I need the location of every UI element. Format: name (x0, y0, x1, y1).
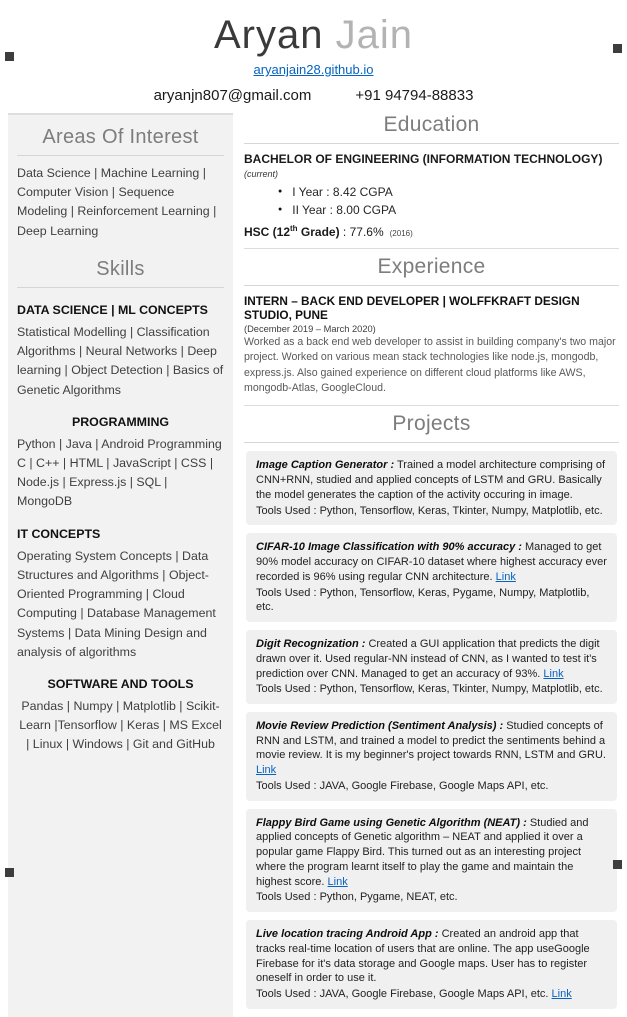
cgpa-item: ● I Year : 8.42 CGPA (278, 183, 619, 201)
areas-of-interest-title: Areas Of Interest (17, 126, 224, 156)
resume-header (0, 0, 627, 104)
experience-section (244, 255, 619, 406)
job-period: (December 2019 – March 2020) (244, 324, 376, 334)
areas-of-interest-text: Data Science | Machine Learning | Computer Vision | Sequence Modeling | Reinforcement Learning | Deep Learning (17, 166, 217, 238)
hsc-label-rest: Grade) (297, 225, 340, 239)
section-divider (244, 405, 619, 406)
sidebar (8, 113, 233, 1017)
education-title: Education (244, 113, 619, 144)
project-card (246, 809, 617, 912)
project-tools (256, 504, 607, 519)
skill-group-text: Statistical Modelling | Classification Algorithms | Neural Networks | Deep learning | Object Detection | Basics of Genetic Algorithms (17, 324, 224, 397)
skill-group-heading: DATA SCIENCE | ML CONCEPTS (17, 302, 208, 317)
skill-group-heading: SOFTWARE AND TOOLS (47, 676, 194, 691)
experience-title: Experience (244, 255, 619, 286)
skill-group-text: Pandas | Numpy | Matplotlib | Scikit-Learn |Tensorflow | Keras | MS Excel | Linux | Windows | Git and GitHub (19, 698, 222, 752)
project-tools (256, 779, 607, 794)
project-title: Live location tracing Android App : (256, 928, 439, 941)
project-title: Image Caption Generator : (256, 459, 395, 472)
project-link[interactable]: Link (551, 988, 572, 1000)
projects-section (244, 412, 619, 1008)
first-name: Aryan (213, 13, 324, 57)
project-link[interactable]: Link (495, 570, 516, 583)
project-tools (256, 890, 607, 905)
project-title: Flappy Bird Game using Genetic Algorithm (NEAT) : (256, 816, 527, 829)
corner-mark (5, 868, 14, 877)
skills-title: Skills (17, 258, 224, 288)
skill-group-heading: PROGRAMMING (71, 414, 170, 429)
degree-status: (current) (244, 169, 279, 179)
last-name: Jain (335, 13, 413, 57)
hsc-line (244, 224, 619, 239)
email-address[interactable]: aryanjn807@gmail.com (153, 87, 312, 104)
skill-group-text: Python | Java | Android Programming C | C++ | HTML | JavaScript | CSS | Node.js | Express.js | SQL | MongoDB (17, 436, 222, 509)
skill-group-text: Operating System Concepts | Data Structures and Algorithms | Object-Oriented Programming | Cloud Computing | Database Management Systems | Data Mining Design and analysis of algorithms (17, 548, 216, 659)
projects-title: Projects (244, 412, 619, 443)
content-columns (8, 113, 619, 1017)
project-description: Managed to get 90% model accuracy on CIFAR-10 dataset where highest accuracy ever recorded is 96% using regular CNN architecture. (256, 541, 607, 583)
hsc-label: HSC (12 (244, 225, 291, 239)
project-card (246, 920, 617, 1009)
hsc-score: : 77.6% (339, 225, 384, 239)
project-card (246, 451, 617, 525)
cgpa-item: ● II Year : 8.00 CGPA (278, 201, 619, 219)
contact-line (0, 87, 627, 104)
skill-group-heading: IT CONCEPTS (17, 526, 101, 541)
project-card (246, 533, 617, 622)
project-tools-text: Tools Used : Python, Tensorflow, Keras, Tkinter, Numpy, Matplotlib, etc. (256, 504, 603, 517)
hsc-superscript: th (290, 224, 298, 233)
job-description: Worked as a back end web developer to assist in building company's two major project. Worked on various mean stack technologies like node.js, mongodb, express.js. Also gained experience on different cloud platforms like AWS, mongodb-Atlas, GoogleCloud. (244, 336, 616, 395)
main-column (244, 113, 619, 1017)
project-description: Studied and applied concepts of Genetic algorithm – NEAT and applied it over a popular game Flappy Bird. This turned out as an interesting project where the program learnt itself to play the game and maintain the highest score. (256, 816, 589, 888)
project-tools (256, 987, 607, 1002)
corner-mark (5, 52, 14, 61)
project-description: Created a GUI application that predicts the digit drawn over it. Used regular-NN instead of CNN, as I wanted to test it's prediction over CNN. Managed to get an accuracy of 93%. (256, 638, 600, 680)
degree-name: BACHELOR OF ENGINEERING (INFORMATION TECHNOLOGY) (244, 152, 603, 166)
hsc-year: (2016) (389, 229, 413, 238)
project-description: Studied concepts of RNN and LSTM, and trained a model to predict the sentiments behind a movie review. It is my beginner's project towards RNN, LSTM and GRU. (256, 719, 606, 762)
education-section (244, 113, 619, 249)
project-title: Digit Recognization : (256, 638, 366, 651)
project-tools-text: Tools Used : Python, Tensorflow, Keras, Tkinter, Numpy, Matplotlib, etc. (256, 683, 603, 696)
candidate-name (0, 13, 627, 57)
project-title: Movie Review Prediction (Sentiment Analysis) : (256, 719, 504, 732)
corner-mark (613, 860, 622, 869)
job-role: INTERN – BACK END DEVELOPER | WOLFFKRAFT DESIGN STUDIO, PUNE (244, 294, 580, 322)
project-link[interactable]: Link (543, 667, 564, 680)
cgpa-list (244, 183, 619, 219)
project-card (246, 712, 617, 801)
project-title: CIFAR-10 Image Classification with 90% accuracy : (256, 541, 522, 554)
project-tools-text: Tools Used : Python, Tensorflow, Keras, Pygame, Numpy, Matplotlib, etc. (256, 586, 590, 614)
phone-number: +91 94794-88833 (355, 87, 474, 104)
project-tools-text: Tools Used : JAVA, Google Firebase, Google Maps API, etc. (256, 779, 549, 792)
section-divider (244, 248, 619, 249)
project-description: Trained a model architecture comprising of CNN+RNN, studied and applied concepts of LSTM and GRU. Basically the model generates the caption of the activity occuring in image. (256, 459, 606, 501)
degree-line (244, 152, 619, 180)
project-description: Created an android app that tracks real-time location of users that are online. The app useGoogle Firebase for it's data storage and Google maps. User has to register oneself in order to use it. (256, 928, 590, 985)
project-link[interactable]: Link (327, 875, 348, 888)
project-tools-text: Tools Used : Python, Pygame, NEAT, etc. (256, 891, 458, 904)
project-tools (256, 586, 607, 615)
corner-mark (613, 44, 622, 53)
project-tools (256, 682, 607, 697)
project-tools-text: Tools Used : JAVA, Google Firebase, Google Maps API, etc. (256, 988, 549, 1000)
project-link[interactable]: Link (256, 764, 277, 777)
project-card (246, 630, 617, 704)
website-link[interactable]: aryanjain28.github.io (253, 62, 374, 77)
